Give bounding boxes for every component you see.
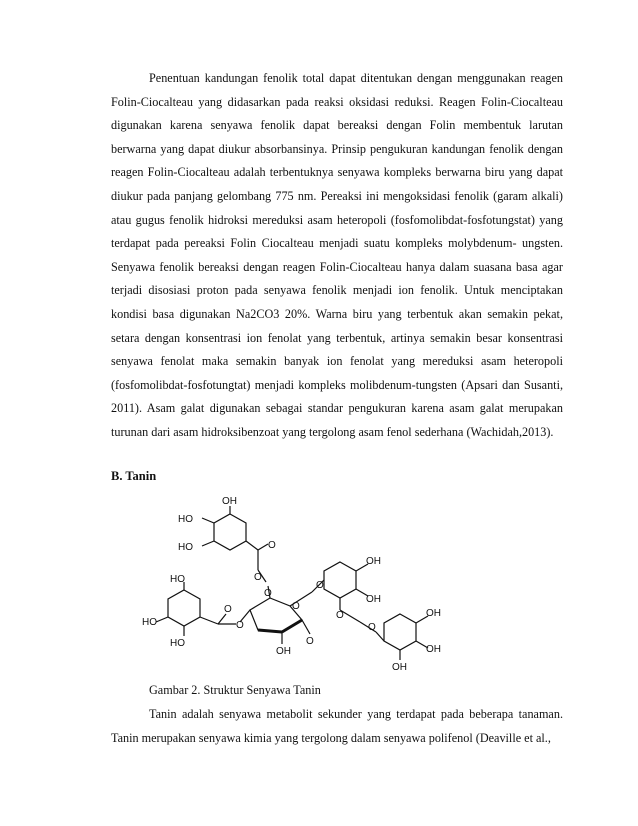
structure-label-ho: HO [178,542,193,553]
structure-label-o: O [268,540,276,551]
structure-label-o: O [292,601,300,612]
structure-label-o: O [306,636,314,647]
structure-label-oh: OH [366,556,381,567]
structure-label-o: O [236,620,244,631]
structure-label-oh: OH [222,496,237,507]
structure-label-oh: OH [276,646,291,657]
structure-label-o: O [264,588,272,599]
figure-caption: Gambar 2. Struktur Senyawa Tanin [149,683,321,697]
structure-label-o: O [336,610,344,621]
structure-label-oh: OH [392,662,407,672]
structure-label-ho: HO [178,514,193,525]
structure-label-o: O [316,580,324,591]
structure-label-o: O [254,572,262,583]
structure-label-oh: OH [366,594,381,605]
paragraph-text: Tanin adalah senyawa metabolit sekunder yang terdapat pada beberapa tanaman. Tanin merupakan senyawa kimia yang tergolong dalam senyawa polifenol (Deaville et al., [111,707,563,745]
structure-label-oh: OH [426,644,441,655]
structure-label-o: O [224,604,232,615]
structure-label-o: O [368,622,376,633]
paragraph-folin-ciocalteau [111,67,563,445]
tannin-structure-figure [140,492,460,672]
section-heading-tanin: B. Tanin [111,469,157,483]
paragraph-tanin [111,703,563,750]
paragraph-text: Penentuan kandungan fenolik total dapat ditentukan dengan menggunakan reagen Folin-Ciocalteau yang didasarkan pada reaksi oksidasi reduksi. Reagen Folin-Ciocalteau digunakan karena senyawa fenolik dapat bereaksi dengan Folin membentuk larutan berwarna yang dapat diukur absorbansinya. Prinsip pengukuran kandungan fenolik dengan reagen Folin-Ciocalteau adalah terbentuknya senyawa kompleks berwarna biru yang dapat diukur pada panjang gelombang 775 nm. Pereaksi ini mengoksidasi fenolik (garam alkali) atau gugus fenolik hidroksi mereduksi asam heteropoli (fosfomolibdat-fosfotungstat) yang terdapat pada pereaksi Folin Ciocalteau menjadi suatu kompleks molybdenum- ungsten. Senyawa fenolik bereaksi dengan reagen Folin-Ciocalteau hanya dalam suasana basa agar terjadi disosiasi proton pada senyawa fenolik menjadi ion fenolik. Untuk menciptakan kondisi basa digunakan Na2CO3 20%. Warna biru yang terbentuk akan semakin pekat, setara dengan konsentrasi ion fenolat yang terbentuk, artinya semakin besar konsentrasi senyawa fenolat maka semakin banyak ion fenolat yang mereduksi asam heteropoli (fosfomolibdat-fosfotungtat) menjadi kompleks molibdenum-tungsten (Apsari dan Susanti, 2011). Asam galat digunakan sebagai standar pengukuran karena asam galat merupakan turunan dari asam hidroksibenzoat yang tergolong asam fenol sederhana (Wachidah,2013). [111,71,563,439]
structure-label-ho: HO [170,574,185,585]
structure-label-ho: HO [170,638,185,649]
structure-label-ho: HO [142,617,157,628]
structure-label-oh: OH [426,608,441,619]
tannin-structure-drawing [140,492,460,672]
